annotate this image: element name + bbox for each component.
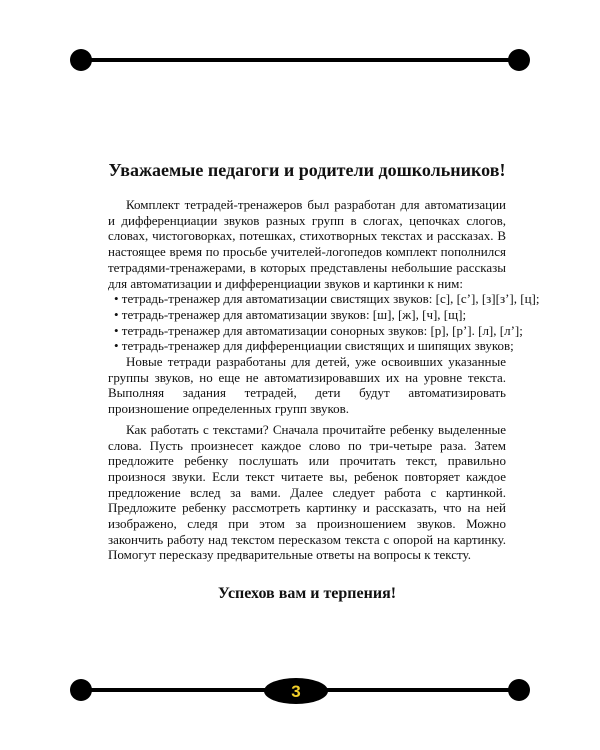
workbook-list-item: • тетрадь-тренажер для автоматизации звуков: [ш], [ж], [ч], [щ];: [114, 306, 467, 322]
workbook-list: [108, 291, 540, 354]
top-right-ornament-dot: [508, 49, 530, 71]
workbook-list-item: • тетрадь-тренажер для автоматизации сонорных звуков: [р], [р’]. [л], [л’];: [114, 322, 523, 338]
page-content: [108, 160, 540, 603]
top-left-ornament-dot: [70, 49, 92, 71]
new-workbooks-paragraph: Новые тетради разработаны для детей, уже освоивших указанные группы звуков, но еще не автоматизировавших их на уровне текста. Выполняя задания тетрадей, дети будут автоматизировать произношение определенных групп звуков.: [108, 354, 506, 417]
bottom-right-ornament-dot: [508, 679, 530, 701]
top-divider: [78, 58, 520, 62]
instructions-paragraph: Как работать с текстами? Сначала прочитайте ребенку выделенные слова. Пусть произнесет каждое слово по три-четыре раза. Затем предложите ребенку послушать или прочитать текст, правильно произнося звуки. Если текст читаете вы, ребенок повторяет каждое предложение вслед за вами. Далее следует работа с картинкой. Предложите ребенку рассмотреть картинку и рассказать, что на ней изображено, следя при этом за произношением звуков. Можно закончить работу над текстом пересказом текста с опорой на картинку. Помогут пересказу предварительные ответы на вопросы к тексту.: [108, 421, 506, 563]
workbook-list-item: • тетрадь-тренажер для автоматизации свистящих звуков: [с], [с’], [з][з’], [ц];: [114, 291, 540, 307]
closing-wish: Успехов вам и терпения!: [217, 585, 397, 603]
page-number: 3: [291, 681, 301, 701]
bottom-left-ornament-dot: [70, 679, 92, 701]
intro-paragraph: Комплект тетрадей-тренажеров был разработан для автоматизации и дифференциации звуков разных групп в слогах, цепочках слогов, словах, чистоговорках, потешках, стихотворных текстах и рассказах. В настоящее время по просьбе учителей-логопедов комплект пополнился тетрадями-тренажерами, в которых представлены небольшие рассказы для автоматизации и дифференциации звуков и картинки к ним:: [108, 197, 506, 291]
workbook-list-item: • тетрадь-тренажер для дифференциации свистящих и шипящих звуков;: [114, 338, 514, 354]
page-number-badge: [264, 678, 328, 704]
page-heading: Уважаемые педагоги и родители дошкольников!: [108, 160, 506, 180]
